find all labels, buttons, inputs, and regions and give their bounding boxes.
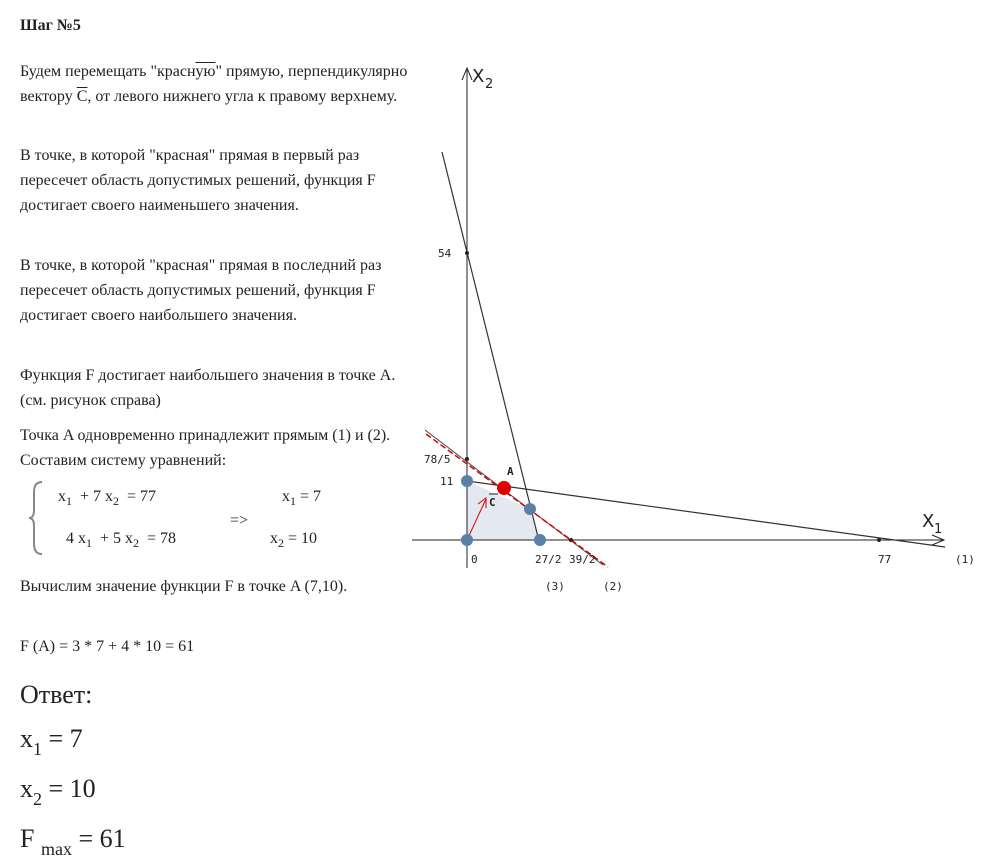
solution-x1: $x_1 = 7$ <box>282 488 322 508</box>
tick-label-39-2: 39/2 <box>569 553 596 566</box>
point-a <box>497 481 511 495</box>
line-label-3: (3) <box>545 580 565 593</box>
overlined-text: ую <box>195 63 216 80</box>
equation-1: $x_1 + 7$ $x_2 = 77$ <box>58 488 157 508</box>
tick-dot-54 <box>465 251 469 255</box>
line-label-1: (1) <box>955 553 975 566</box>
vector-c-label: C <box>489 496 496 509</box>
point-a-label: A <box>507 465 514 478</box>
answer-x1: $x_1 = 7$ <box>20 724 83 759</box>
paragraph-max: В точке, в которой "красная" прямая в последний раз пересечет область допустимых решений, функция F достигает своего наибольшего значения. <box>20 257 382 324</box>
line-3 <box>442 152 540 545</box>
vertex-point-27-2 <box>534 534 546 546</box>
x1-axis-sub: 1 <box>934 522 943 537</box>
equation-2: 4 $x_1 + 5$ $x_2 = 78$ <box>66 530 177 550</box>
x2-axis-sub: 2 <box>485 77 494 92</box>
paragraph-system-intro: Точка A одновременно принадлежит прямым (1) и (2). Составим систему уравнений: <box>20 427 391 469</box>
tick-label-54: 54 <box>438 247 452 260</box>
paragraph-min: В точке, в которой "красная" прямая в первый раз пересечет область допустимых решений, функция F достигает своего наименьшего значения. <box>20 147 376 214</box>
paragraph-compute: Вычислим значение функции F в точке A (7,10). <box>20 578 348 595</box>
line-label-2: (2) <box>603 580 623 593</box>
x2-axis-label: X <box>472 66 485 87</box>
x1-axis-label: X <box>922 511 935 532</box>
implies-arrow: => <box>230 512 249 529</box>
paragraph-move-line: Будем перемещать "красную" прямую, перпендикулярно вектору $\overline{C}$, от левого нижнего угла к правому верхнему. <box>20 63 408 105</box>
answer-x2: $x_2 = 10$ <box>20 774 96 809</box>
tick-label-11: 11 <box>440 475 454 488</box>
tick-label-0: 0 <box>471 553 478 566</box>
vertex-point-11 <box>461 475 473 487</box>
step-title: Шаг №5 <box>20 17 81 34</box>
solution-x2: $x_2 = 10$ <box>270 530 318 550</box>
vertex-point-origin <box>461 534 473 546</box>
tick-dot-78-5 <box>465 457 469 461</box>
answer-heading: Ответ: <box>20 680 93 709</box>
vector-c-text: $\overline{C}$ <box>76 88 88 105</box>
vertex-point-b <box>524 503 536 515</box>
tick-dot-39-2 <box>569 538 573 542</box>
paragraph-point-a: Функция F достигает наибольшего значения в точке A. (см. рисунок справа) <box>20 367 396 409</box>
tick-dot-77 <box>877 538 881 542</box>
tick-label-27-2: 27/2 <box>535 553 562 566</box>
tick-label-78-5: 78/5 <box>424 453 451 466</box>
formula-f-a: F (A) = 3 * 7 + 4 * 10 = 61 <box>20 638 195 655</box>
tick-label-77: 77 <box>878 553 892 566</box>
answer-fmax: F $_{max}$ = 61 <box>20 824 126 859</box>
